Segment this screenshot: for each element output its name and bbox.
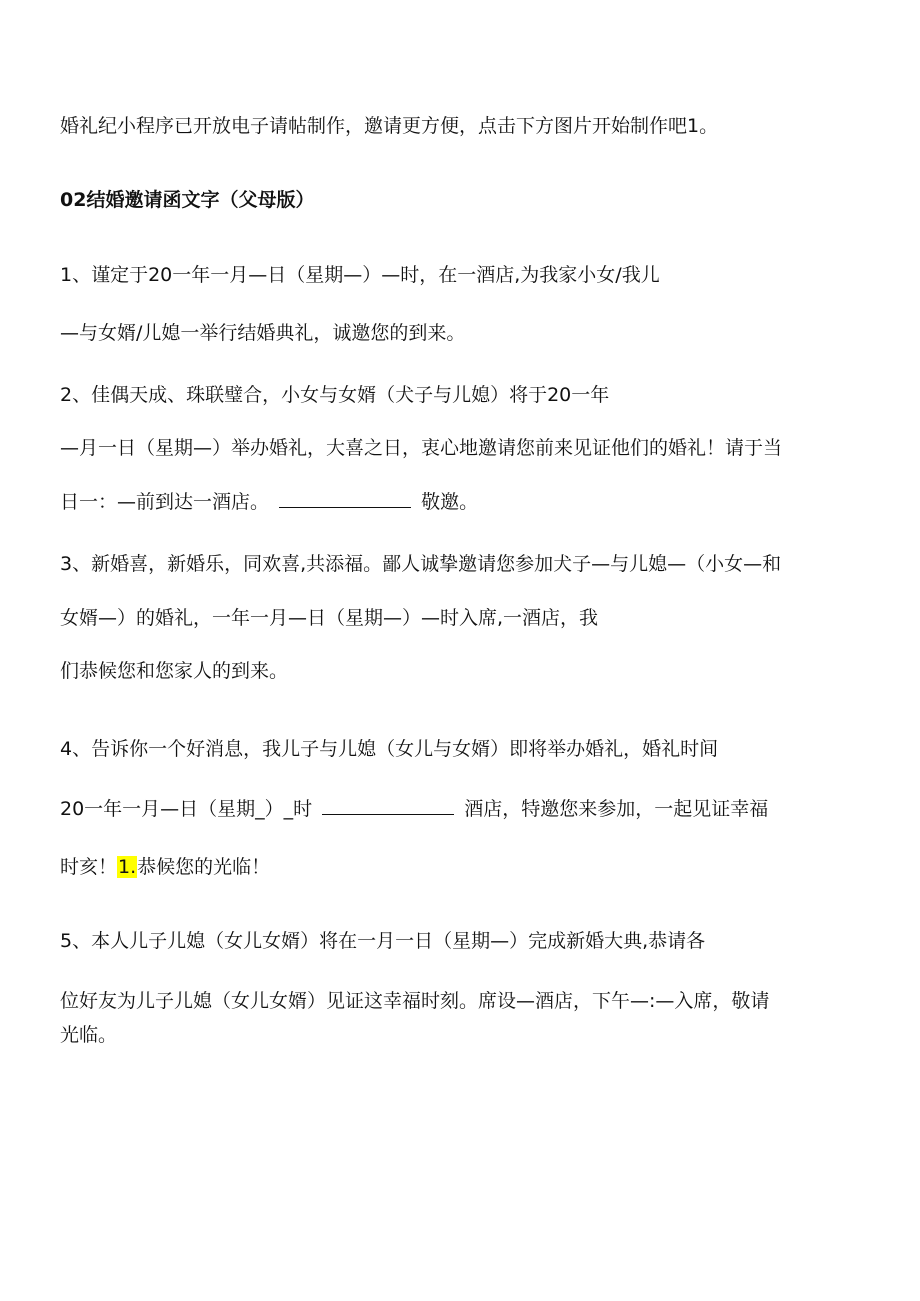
paragraph-2-line-2: —月一日（星期—）举办婚礼，大喜之日，衷心地邀请您前来见证他们的婚礼！请于当 bbox=[60, 437, 783, 459]
paragraph-2-line-3 bbox=[60, 489, 478, 514]
paragraph-2-line-3-end: 敬邀。 bbox=[421, 491, 479, 513]
paragraph-4-line-3-end: 恭候您的光临！ bbox=[137, 856, 271, 878]
paragraph-5-line-3: 光临。 bbox=[60, 1024, 118, 1046]
intro-text: 婚礼纪小程序已开放电子请帖制作，邀请更方便，点击下方图片开始制作吧1。 bbox=[60, 115, 719, 137]
paragraph-4-line-2-end: 酒店，特邀您来参加，一起见证幸福 bbox=[464, 798, 769, 820]
paragraph-4-line-3 bbox=[60, 855, 270, 879]
paragraph-2-line-3-start: 日一：—前到达一酒店。 bbox=[60, 491, 270, 513]
fill-in-blank bbox=[322, 796, 454, 815]
paragraph-4-line-3-start: 时亥！ bbox=[60, 856, 118, 878]
fill-in-blank bbox=[279, 489, 411, 508]
highlighted-marker: 1. bbox=[118, 856, 137, 878]
paragraph-3-line-1: 3、新婚喜，新婚乐，同欢喜,共添福。鄙人诚挚邀请您参加犬子—与儿媳—（小女—和 bbox=[60, 553, 782, 575]
section-heading: 02结婚邀请函文字（父母版） bbox=[60, 189, 315, 211]
paragraph-4-line-1: 4、告诉你一个好消息，我儿子与儿媳（女儿与女婿）即将举办婚礼，婚礼时间 bbox=[60, 738, 719, 760]
paragraph-1-line-1: 1、谨定于20一年一月—日（星期—）—时，在一酒店,为我家小女/我儿 bbox=[60, 264, 660, 286]
paragraph-3-line-3: 们恭候您和您家人的到来。 bbox=[60, 660, 289, 682]
paragraph-2-line-1: 2、佳偶天成、珠联璧合，小女与女婿（犬子与儿媳）将于20一年 bbox=[60, 384, 610, 406]
paragraph-1-line-2: —与女婿/儿媳一举行结婚典礼，诚邀您的到来。 bbox=[60, 322, 466, 344]
paragraph-5-line-1: 5、本人儿子儿媳（女儿女婿）将在一月一日（星期—）完成新婚大典,恭请各 bbox=[60, 930, 706, 952]
paragraph-5-line-2: 位好友为儿子儿媳（女儿女婿）见证这幸福时刻。席设—酒店，下午—:—入席，敬请 bbox=[60, 990, 770, 1012]
paragraph-4-line-2-start: 20一年一月—日（星期_）_时 bbox=[60, 798, 313, 820]
paragraph-3-line-2: 女婿—）的婚礼，一年一月—日（星期—）—时入席,一酒店，我 bbox=[60, 607, 599, 629]
paragraph-4-line-2 bbox=[60, 796, 768, 821]
